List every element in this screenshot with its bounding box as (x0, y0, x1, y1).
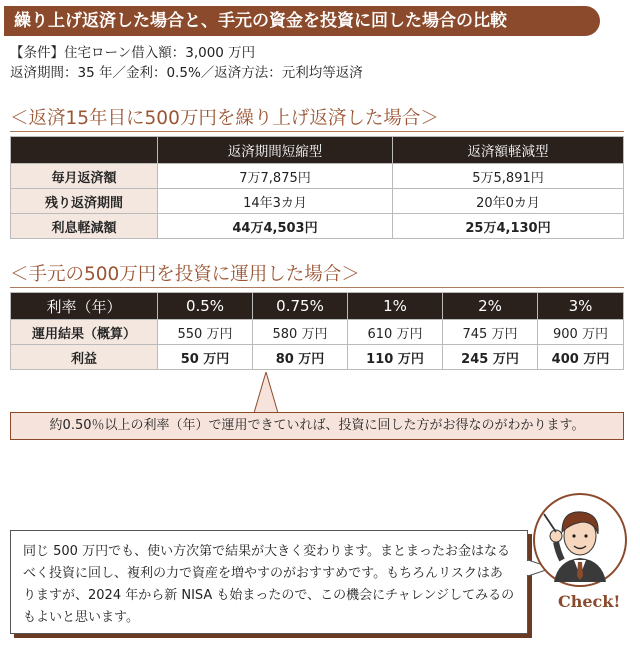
check-label: Check! (558, 592, 621, 611)
row-label: 利息軽減額 (11, 214, 158, 239)
row-label: 残り返済期間 (11, 189, 158, 214)
table-cell: 550 万円 (158, 320, 253, 345)
table-cell: 110 万円 (348, 345, 443, 370)
table-cell: 50 万円 (158, 345, 253, 370)
table-header-cell: 0.75% (253, 293, 348, 320)
section-2-rule (10, 287, 624, 288)
table-cell: 14年3カ月 (158, 189, 393, 214)
table-cell: 25万4,130円 (393, 214, 624, 239)
table-header-cell: 3% (538, 293, 624, 320)
investment-table (10, 292, 624, 370)
table-header-cell: 利率（年） (11, 293, 158, 320)
table-header-row (11, 137, 624, 164)
prepayment-table (10, 136, 624, 239)
table-row (11, 320, 624, 345)
table-cell: 580 万円 (253, 320, 348, 345)
table-header-cell: 返済額軽減型 (393, 137, 624, 164)
table-header-row (11, 293, 624, 320)
note-box: 約0.50％以上の利率（年）で運用できていれば、投資に回した方がお得なのがわかります。 (10, 412, 624, 440)
table-header-cell: 返済期間短縮型 (158, 137, 393, 164)
table-cell: 44万4,503円 (158, 214, 393, 239)
condition-line-1: 【条件】住宅ローン借入額：3,000 万円 (10, 45, 256, 61)
note-pointer (254, 372, 278, 414)
section-1-rule (10, 131, 624, 132)
page-title: 繰り上げ返済した場合と、手元の資金を投資に回した場合の比較 (4, 6, 600, 36)
table-header-cell: 0.5% (158, 293, 253, 320)
section-2-title: ＜手元の500万円を投資に運用した場合＞ (10, 264, 360, 285)
section-1-title: ＜返済15年目に500万円を繰り上げ返済した場合＞ (10, 108, 439, 129)
table-cell: 245 万円 (443, 345, 538, 370)
row-label: 利益 (11, 345, 158, 370)
table-row (11, 189, 624, 214)
row-label: 毎月返済額 (11, 164, 158, 189)
comment-box: 同じ 500 万円でも、使い方次第で結果が大きく変わります。まとまったお金はなるべく投資に回し、複利の力で資産を増やすのがおすすめです。もちろんリスクはありますが、2024 年から新 NISA も始まったので、この機会にチャレンジしてみるのもよいと思います。 (10, 530, 528, 634)
table-header-cell (11, 137, 158, 164)
table-header-cell: 1% (348, 293, 443, 320)
condition-line-2: 返済期間：35 年／金利：0.5%／返済方法：元利均等返済 (10, 65, 363, 81)
table-cell: 400 万円 (538, 345, 624, 370)
table-row (11, 214, 624, 239)
table-cell: 7万7,875円 (158, 164, 393, 189)
table-cell: 610 万円 (348, 320, 443, 345)
table-row (11, 164, 624, 189)
row-label: 運用結果（概算） (11, 320, 158, 345)
table-cell: 745 万円 (443, 320, 538, 345)
table-cell: 5万5,891円 (393, 164, 624, 189)
table-cell: 900 万円 (538, 320, 624, 345)
table-cell: 80 万円 (253, 345, 348, 370)
advisor-character-illustration (528, 486, 632, 590)
table-header-cell: 2% (443, 293, 538, 320)
table-cell: 20年0カ月 (393, 189, 624, 214)
table-row (11, 345, 624, 370)
